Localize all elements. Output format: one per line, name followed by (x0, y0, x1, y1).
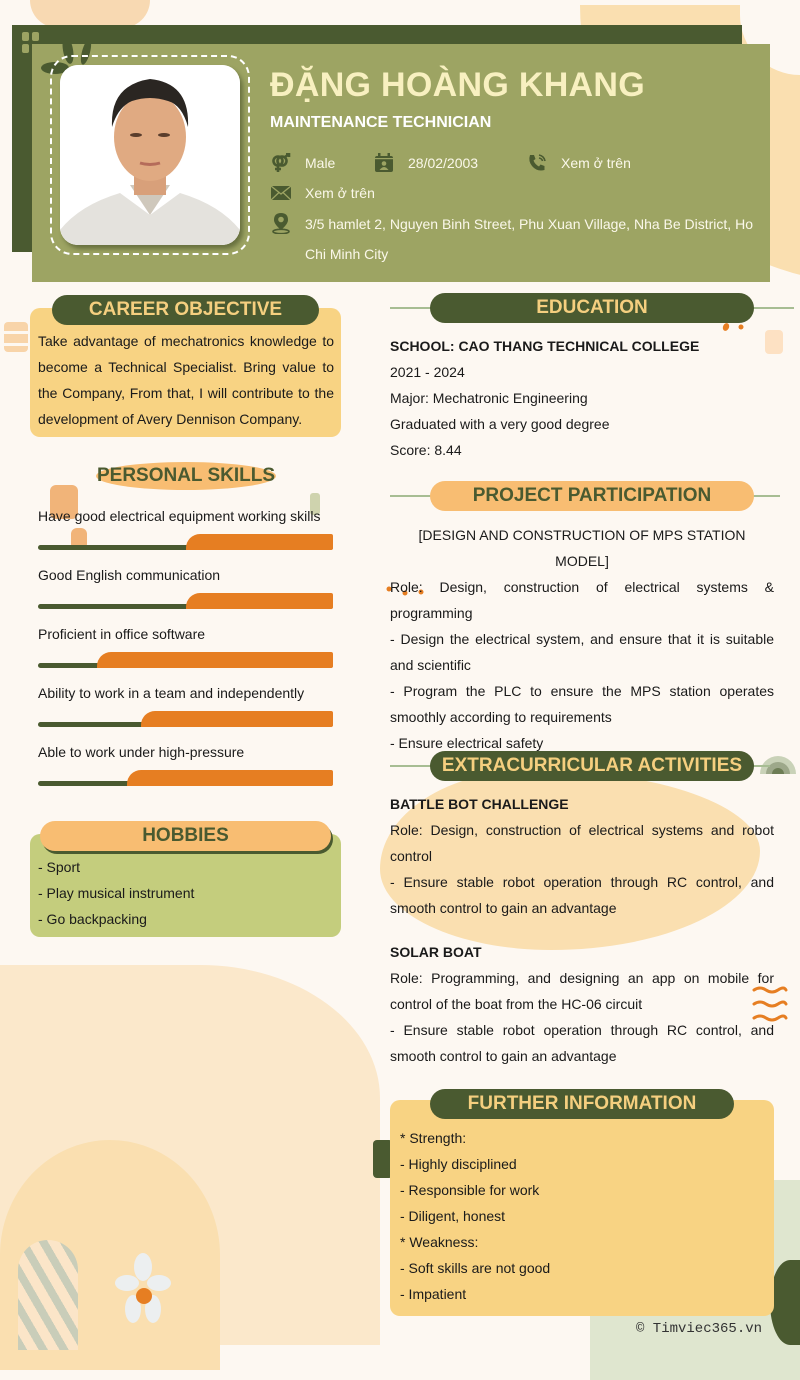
hobby-item: - Play musical instrument (38, 885, 195, 901)
further-item: - Impatient (400, 1286, 467, 1302)
birthday-field (373, 152, 478, 174)
further-information-title: FURTHER INFORMATION (430, 1089, 734, 1119)
gender-field (270, 152, 335, 174)
activity-name: SOLAR BOAT (390, 944, 482, 960)
activity-role: Role: Programming, and designing an app on mobile for control of the boat from the HC-06 circuit (390, 970, 774, 1012)
education-years: 2021 - 2024 (390, 364, 465, 380)
profile-photo (60, 65, 240, 245)
map-pin-icon (270, 212, 292, 234)
skill-label: Proficient in office software (38, 626, 206, 642)
project-section (390, 522, 774, 756)
skill-bar (38, 770, 333, 786)
extracurricular-item (390, 939, 774, 1069)
further-item: - Diligent, honest (400, 1208, 506, 1224)
further-item: - Highly disciplined (400, 1156, 517, 1172)
extracurricular-item (390, 791, 774, 921)
activity-detail: - Ensure stable robot operation through RC control, and smooth control to gain an advantage (390, 874, 774, 916)
birthday-value: 28/02/2003 (408, 155, 479, 171)
school-name: SCHOOL: CAO THANG TECHNICAL COLLEGE (390, 338, 700, 354)
phone-field (526, 152, 631, 174)
career-objective-text: Take advantage of mechatronics knowledge to become a Technical Specialist. Bring value to the Company, From that, I will contribute to the development of Avery Dennison Company. (38, 333, 334, 427)
education-score: Score: 8.44 (390, 442, 462, 458)
hobbies-title: HOBBIES (40, 821, 331, 851)
skill-bar (38, 534, 333, 550)
project-role: Role: Design, construction of electrical systems & programming (390, 579, 774, 621)
project-line: - Program the PLC to ensure the MPS station operates smoothly according to requirements (390, 683, 774, 725)
further-item: - Responsible for work (400, 1182, 540, 1198)
copyright-text: © Timviec365.vn (636, 1321, 763, 1337)
education-degree: Graduated with a very good degree (390, 416, 610, 432)
activity-role: Role: Design, construction of electrical systems and robot control (390, 822, 774, 864)
education-major: Major: Mechatronic Engineering (390, 390, 588, 406)
skill-bar (38, 711, 333, 727)
gender-icon (270, 152, 292, 174)
decorative-shape (4, 322, 28, 352)
education-title: EDUCATION (430, 293, 754, 323)
project-participation-title: PROJECT PARTICIPATION (430, 481, 754, 511)
extracurricular-title: EXTRACURRICULAR ACTIVITIES (430, 751, 754, 781)
skill-bar (38, 593, 333, 609)
project-line: - Design the electrical system, and ensure that it is suitable and scientific (390, 631, 774, 673)
job-title: MAINTENANCE TECHNICIAN (270, 114, 492, 131)
envelope-icon (270, 182, 292, 204)
activity-detail: - Ensure stable robot operation through RC control, and smooth control to gain an advantage (390, 1022, 774, 1064)
address-value: 3/5 hamlet 2, Nguyen Binh Street, Phu Xuan Village, Nha Be District, Ho Chi Minh City (305, 216, 753, 262)
hobby-item: - Go backpacking (38, 911, 147, 927)
hobby-item: - Sport (38, 859, 81, 875)
career-objective-title: CAREER OBJECTIVE (52, 295, 319, 325)
gender-value: Male (305, 155, 336, 171)
project-name: [DESIGN AND CONSTRUCTION OF MPS STATION MODEL] (418, 527, 746, 569)
email-value: Xem ở trên (305, 185, 375, 201)
email-field (270, 182, 375, 204)
phone-icon (526, 152, 548, 174)
project-line: - Ensure electrical safety (390, 735, 544, 751)
phone-value: Xem ở trên (561, 155, 631, 171)
further-information-list (400, 1125, 550, 1307)
skill-label: Good English communication (38, 567, 221, 583)
education-section (390, 333, 774, 463)
calendar-icon (373, 152, 395, 174)
personal-skills-title: PERSONAL SKILLS (96, 462, 276, 490)
further-item: - Soft skills are not good (400, 1260, 551, 1276)
skill-label: Able to work under high-pressure (38, 744, 245, 760)
striped-leaf-decoration (18, 1240, 78, 1350)
hobbies-list (38, 854, 194, 932)
skill-label: Ability to work in a team and independently (38, 685, 305, 701)
background-flower-shape (30, 0, 150, 28)
further-item: * Strength: (400, 1130, 467, 1146)
address-icon-wrap (270, 212, 305, 234)
avatar (60, 65, 240, 245)
activity-name: BATTLE BOT CHALLENGE (390, 796, 569, 812)
further-item: * Weakness: (400, 1234, 479, 1250)
flower-icon (115, 1253, 171, 1329)
skill-bar (38, 652, 333, 668)
skill-label: Have good electrical equipment working skills (38, 508, 321, 524)
candidate-name: ĐẶNG HOÀNG KHANG (270, 66, 646, 104)
